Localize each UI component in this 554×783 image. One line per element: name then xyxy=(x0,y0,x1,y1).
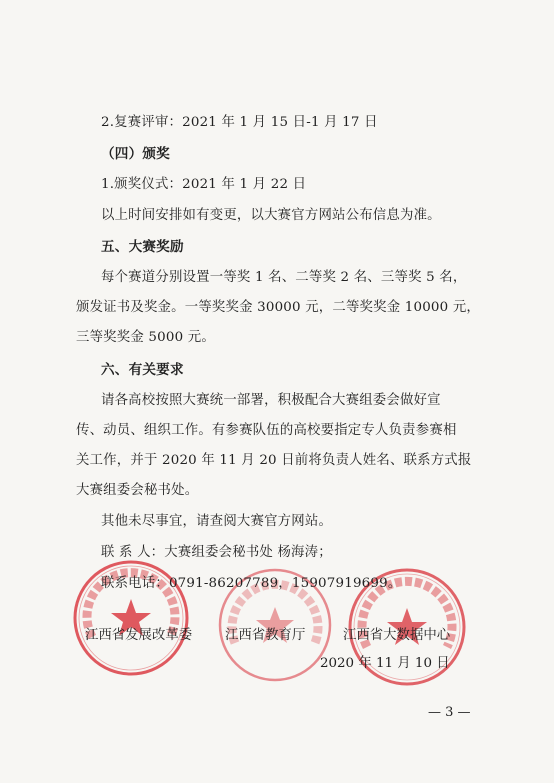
prizes-paragraph-line-1: 每个赛道分别设置一等奖 1 名、二等奖 2 名、三等奖 5 名， xyxy=(101,270,467,285)
other-matters-line: 其他未尽事宜，请查阅大赛官方网站。 xyxy=(101,514,333,529)
signatory-development-reform: 江西省发展改革委 xyxy=(85,628,193,643)
section-heading-awards: （四）颁奖 xyxy=(101,146,170,162)
prizes-paragraph-line-3: 三等奖奖金 5000 元。 xyxy=(76,330,215,345)
requirements-paragraph-line-4: 大赛组委会秘书处。 xyxy=(76,483,199,498)
signatory-big-data-center: 江西省大数据中心 xyxy=(343,628,451,643)
prizes-paragraph-line-2: 颁发证书及奖金。一等奖奖金 30000 元，二等奖奖金 10000 元， xyxy=(76,300,481,315)
section-heading-prizes: 五、大赛奖励 xyxy=(101,239,184,255)
requirements-paragraph-line-3: 关工作，并于 2020 年 11 月 20 日前将负责人姓名、联系方式报 xyxy=(76,453,472,468)
requirements-paragraph-line-2: 传、动员、组织工作。有参赛队伍的高校要指定专人负责参赛相 xyxy=(76,423,457,438)
review-schedule-line: 2.复赛评审：2021 年 1 月 15 日-1 月 17 日 xyxy=(101,115,378,130)
schedule-note-line: 以上时间安排如有变更，以大赛官方网站公布信息为准。 xyxy=(101,208,441,223)
signatory-education-department: 江西省教育厅 xyxy=(225,628,306,643)
page-number: — 3 — xyxy=(428,705,471,720)
award-ceremony-line: 1.颁奖仪式：2021 年 1 月 22 日 xyxy=(101,177,307,192)
requirements-paragraph-line-1: 请各高校按照大赛统一部署，积极配合大赛组委会做好宣 xyxy=(101,393,441,408)
document-date: 2020 年 11 月 10 日 xyxy=(320,656,450,671)
contact-phone-line: 联系电话：0791-86207789，15907919699。 xyxy=(101,576,402,591)
contact-person-line: 联 系 人：大赛组委会秘书处 杨海涛； xyxy=(101,545,332,560)
section-heading-requirements: 六、有关要求 xyxy=(101,362,184,378)
